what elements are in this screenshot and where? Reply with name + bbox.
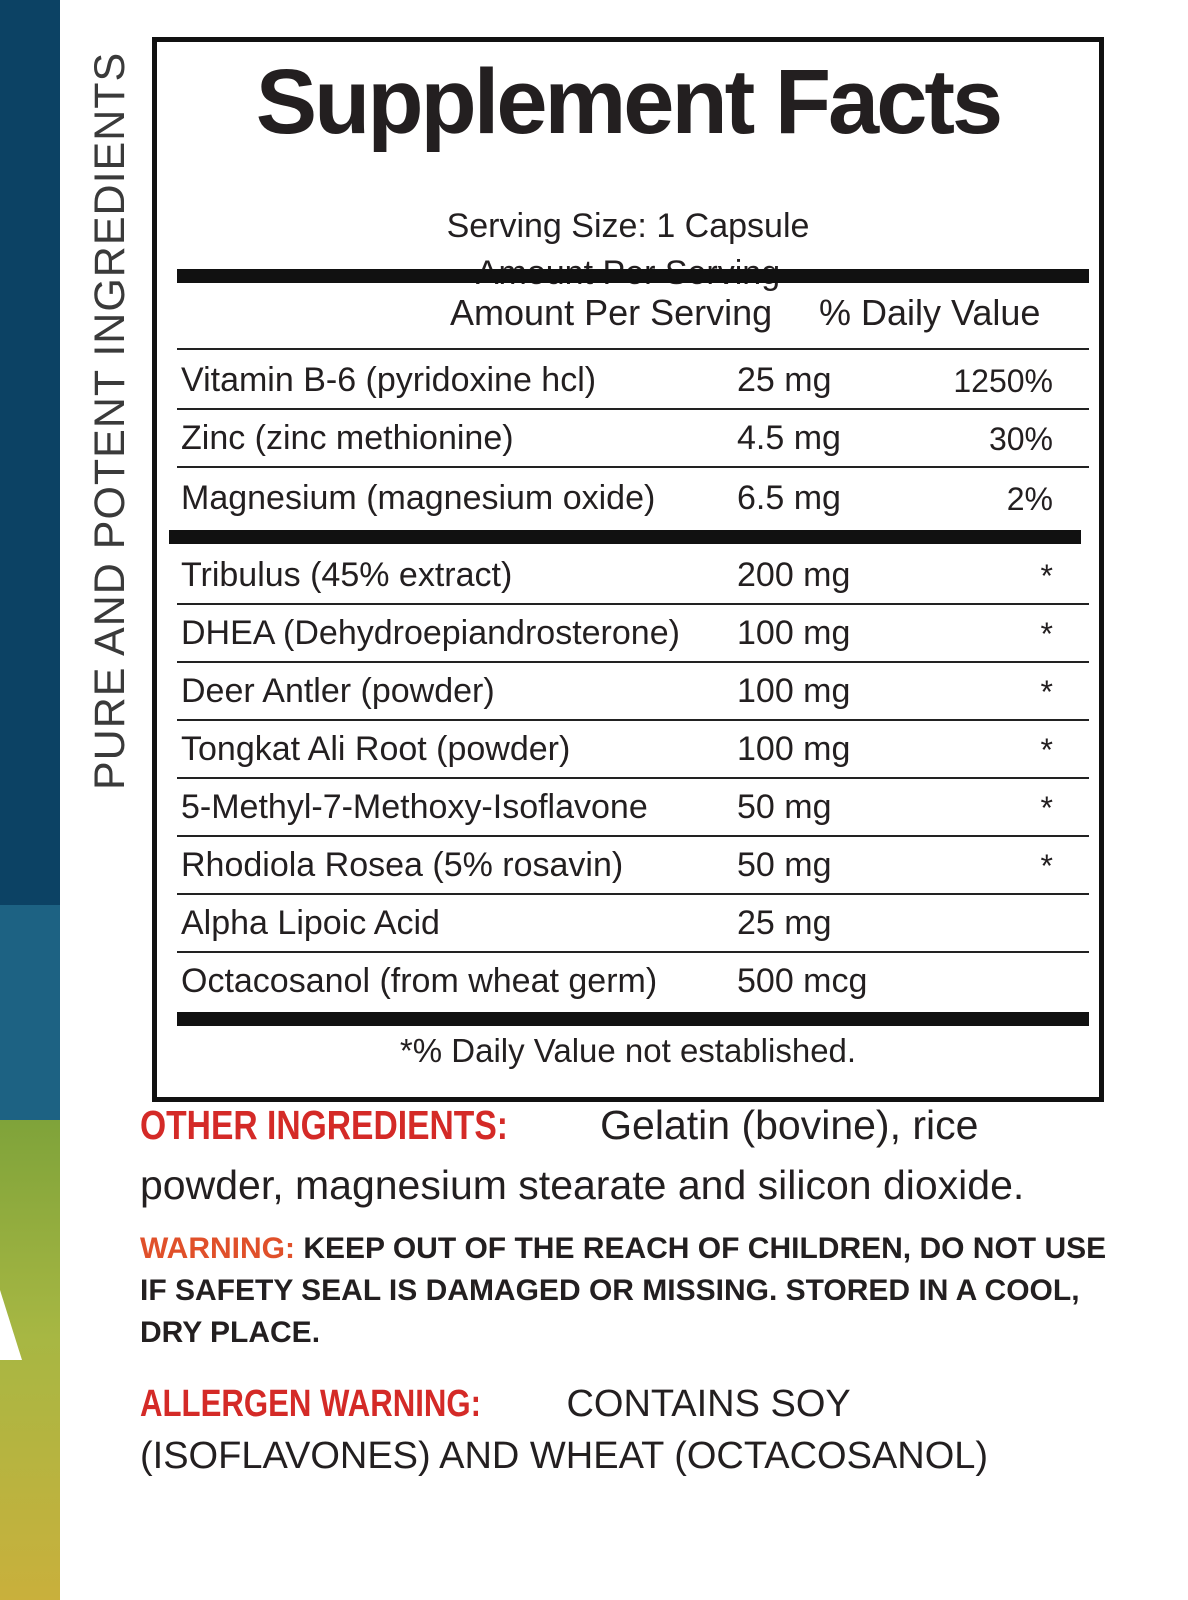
panel-title: Supplement Facts [255, 51, 1001, 153]
warning-text: KEEP OUT OF THE REACH OF CHILDREN, DO NOT USE IF SAFETY SEAL IS DAMAGED OR MISSING. STORED IN A COOL, DRY PLACE. [140, 1232, 1107, 1349]
strip-white-wedge [0, 1290, 22, 1360]
nutrient-row [177, 837, 1089, 895]
thick-divider [169, 530, 1081, 544]
nutrient-amount: 100 mg [737, 730, 851, 768]
nutrient-row [177, 547, 1089, 605]
nutrient-row [177, 408, 1089, 468]
nutrient-row [177, 721, 1089, 779]
nutrient-daily-value: 1250% [953, 363, 1053, 399]
side-label: PURE AND POTENT INGREDIENTS [86, 51, 134, 790]
nutrient-amount: 6.5 mg [737, 479, 841, 517]
serving-size: Serving Size: 1 Capsule [446, 207, 810, 245]
warning-label: WARNING: [140, 1232, 295, 1265]
nutrient-name: Rhodiola Rosea (5% rosavin) [181, 846, 624, 884]
nutrient-row [177, 953, 1089, 1009]
nutrient-name: Deer Antler (powder) [181, 672, 495, 710]
nutrient-daily-value: 30% [988, 421, 1053, 457]
nutrient-daily-value: * [1040, 558, 1053, 594]
nutrient-name: Vitamin B-6 (pyridoxine hcl) [181, 361, 597, 399]
left-decorative-strip [0, 0, 60, 1600]
nutrient-name: DHEA (Dehydroepiandrosterone) [181, 614, 680, 652]
nutrient-daily-value: * [1040, 848, 1053, 884]
other-ingredients-label: OTHER INGREDIENTS: [140, 1102, 508, 1148]
allergen-warning [140, 1378, 1120, 1482]
nutrient-daily-value: * [1040, 674, 1053, 710]
nutrient-name: Octacosanol (from wheat germ) [181, 962, 658, 1000]
nutrient-amount: 100 mg [737, 614, 851, 652]
column-header-amount: Amount Per Serving [450, 292, 773, 333]
allergen-warning-text: CONTAINS SOY (ISOFLAVONES) AND WHEAT (OCTACOSANOL) [140, 1383, 989, 1477]
nutrient-daily-value: 2% [1006, 481, 1053, 517]
nutrient-amount: 50 mg [737, 846, 832, 884]
nutrient-amount: 25 mg [737, 904, 832, 942]
nutrient-daily-value: * [1040, 732, 1053, 768]
warning [140, 1228, 1120, 1354]
nutrient-amount: 200 mg [737, 556, 851, 594]
nutrient-row [177, 468, 1089, 526]
allergen-warning-label: ALLERGEN WARNING: [140, 1383, 482, 1425]
nutrient-name: Tongkat Ali Root (powder) [181, 730, 571, 768]
nutrient-amount: 25 mg [737, 361, 832, 399]
nutrient-name: Alpha Lipoic Acid [181, 904, 440, 942]
nutrient-amount: 4.5 mg [737, 419, 841, 457]
nutrient-row [177, 779, 1089, 837]
thick-divider [177, 1012, 1089, 1026]
column-header-daily-value: % Daily Value [819, 292, 1041, 333]
nutrient-name: Magnesium (magnesium oxide) [181, 479, 656, 517]
supplement-facts-panel [152, 37, 1104, 1102]
other-ingredients-text: Gelatin (bovine), rice powder, magnesium stearate and silicon dioxide. [140, 1102, 1025, 1208]
nutrient-row [177, 895, 1089, 953]
nutrient-name: Zinc (zinc methionine) [181, 419, 514, 457]
thick-divider [177, 269, 1089, 283]
nutrient-daily-value: * [1040, 616, 1053, 652]
daily-value-footnote: *% Daily Value not established. [399, 1032, 857, 1069]
nutrient-amount: 500 mcg [737, 962, 868, 1000]
nutrient-row [177, 348, 1089, 410]
nutrient-row [177, 663, 1089, 721]
nutrient-name: 5-Methyl-7-Methoxy-Isoflavone [181, 788, 648, 826]
strip-green-band [0, 1120, 60, 1600]
nutrient-daily-value: * [1040, 790, 1053, 826]
other-ingredients [140, 1095, 1120, 1215]
nutrient-amount: 50 mg [737, 788, 832, 826]
nutrient-amount: 100 mg [737, 672, 851, 710]
nutrient-row [177, 605, 1089, 663]
nutrient-name: Tribulus (45% extract) [181, 556, 513, 594]
